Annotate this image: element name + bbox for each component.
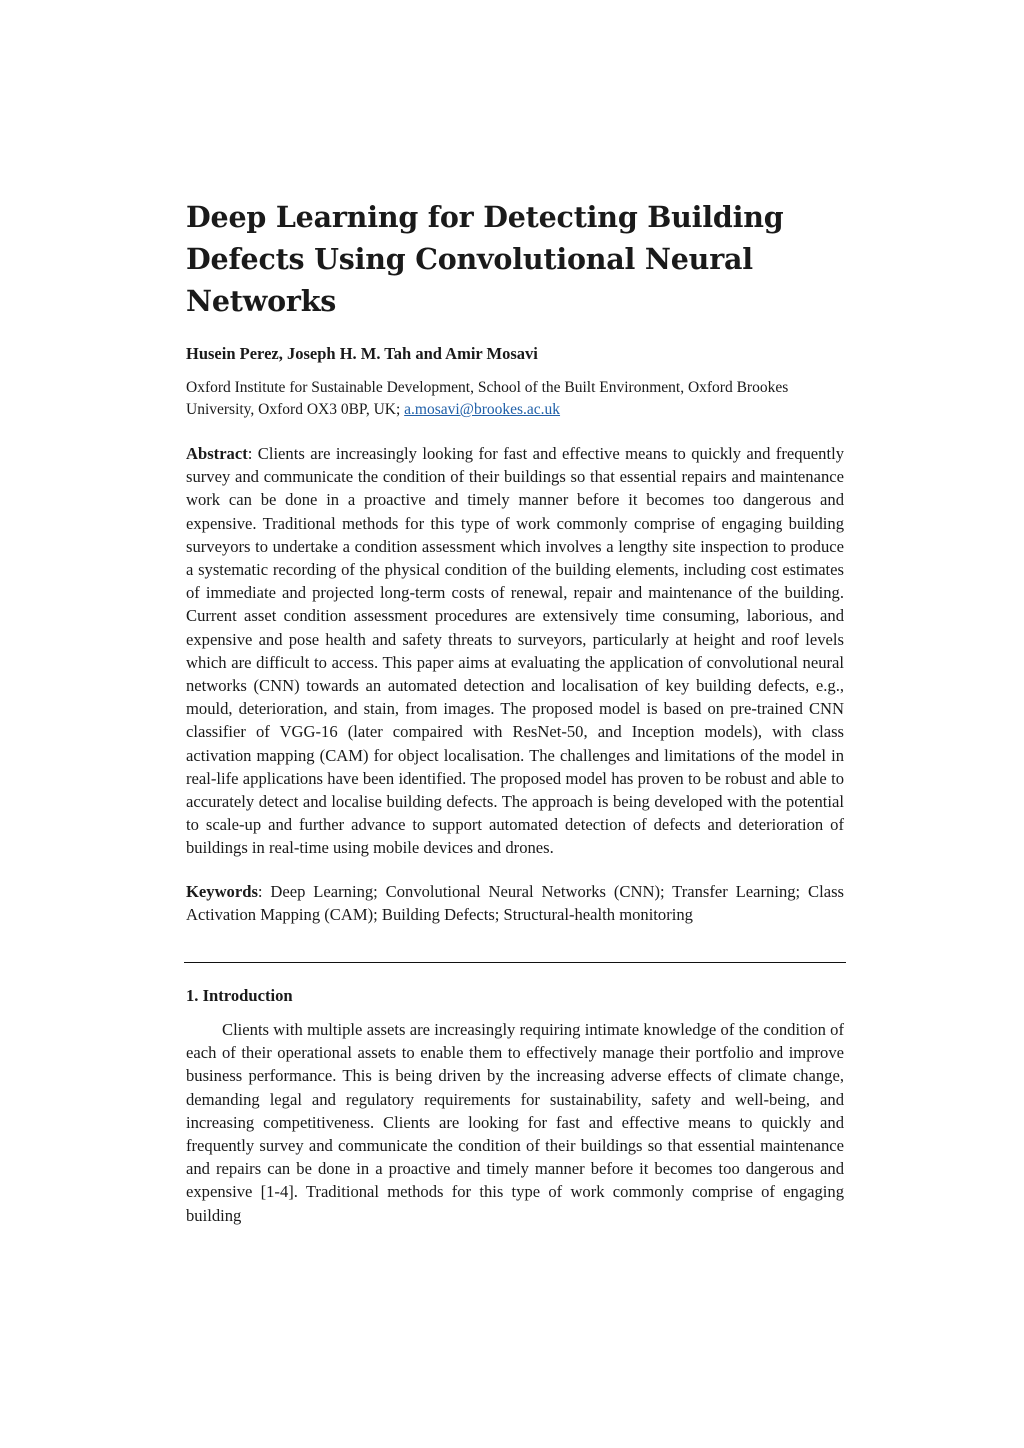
abstract-label: Abstract [186, 444, 248, 463]
paper-front-matter [186, 196, 844, 926]
section-divider [184, 962, 846, 963]
intro-paragraph: Clients with multiple assets are increasingly requiring intimate knowledge of the condition of each of their operational assets to enable them to effectively manage their portfolio and improve business performance. This is being driven by the increasing adverse effects of climate change, demanding legal and regulatory requirements for sustainability, safety and well-being, and increasing competitiveness. Clients are looking for fast and effective means to quickly and frequently survey and communicate the condition of their buildings so that essential maintenance and repairs can be done in a proactive and timely manner before it becomes too dangerous and expensive [1-4]. Traditional methods for this type of work commonly comprise of engaging building [186, 1020, 844, 1225]
keywords [186, 880, 844, 926]
affiliation [186, 377, 844, 421]
affiliation-text: Oxford Institute for Sustainable Development, School of the Built Environment, Oxford Brookes University, Oxford OX3 0BP, UK; [186, 379, 789, 418]
author-list: Husein Perez, Joseph H. M. Tah and Amir Mosavi [186, 344, 538, 363]
section-heading: 1. Introduction [186, 986, 293, 1005]
keywords-label: Keywords [186, 881, 258, 901]
abstract-text: : Clients are increasingly looking for fast and effective means to quickly and frequently survey and communicate the condition of their buildings so that essential repairs and maintenance work can be done in a proactive and timely manner before it becomes too dangerous and expensive. Traditional methods for this type of work commonly comprise of engaging building surveyors to undertake a condition assessment which involves a lengthy site inspection to produce a systematic recording of the physical condition of the building elements, including cost estimates of immediate and projected long-term costs of renewal, repair and maintenance of the building. Current asset condition assessment procedures are extensively time consuming, laborious, and expensive and pose health and safety threats to surveyors, particularly at height and roof levels which are difficult to access. This paper aims at evaluating the application of convolutional neural networks (CNN) towards an automated detection and localisation of key building defects, e.g., mould, deterioration, and stain, from images. The proposed model is based on pre-trained CNN classifier of VGG-16 (later compaired with ResNet-50, and Inception models), with class activation mapping (CAM) for object localisation. The challenges and limitations of the model in real-life applications have been identified. The proposed model has proven to be robust and able to accurately detect and localise building defects. The approach is being developed with the potential to scale-up and further advance to support automated detection of defects and deterioration of buildings in real-time using mobile devices and drones. [186, 444, 844, 858]
abstract [186, 442, 844, 860]
email-link[interactable]: a.mosavi@brookes.ac.uk [404, 401, 561, 418]
paper-title: Deep Learning for Detecting Building Defects Using Convolutional Neural Networks [186, 200, 784, 318]
keywords-text: : Deep Learning; Convolutional Neural Networks (CNN); Transfer Learning; Class Activation Mapping (CAM); Building Defects; Structural-health monitoring [186, 881, 844, 924]
